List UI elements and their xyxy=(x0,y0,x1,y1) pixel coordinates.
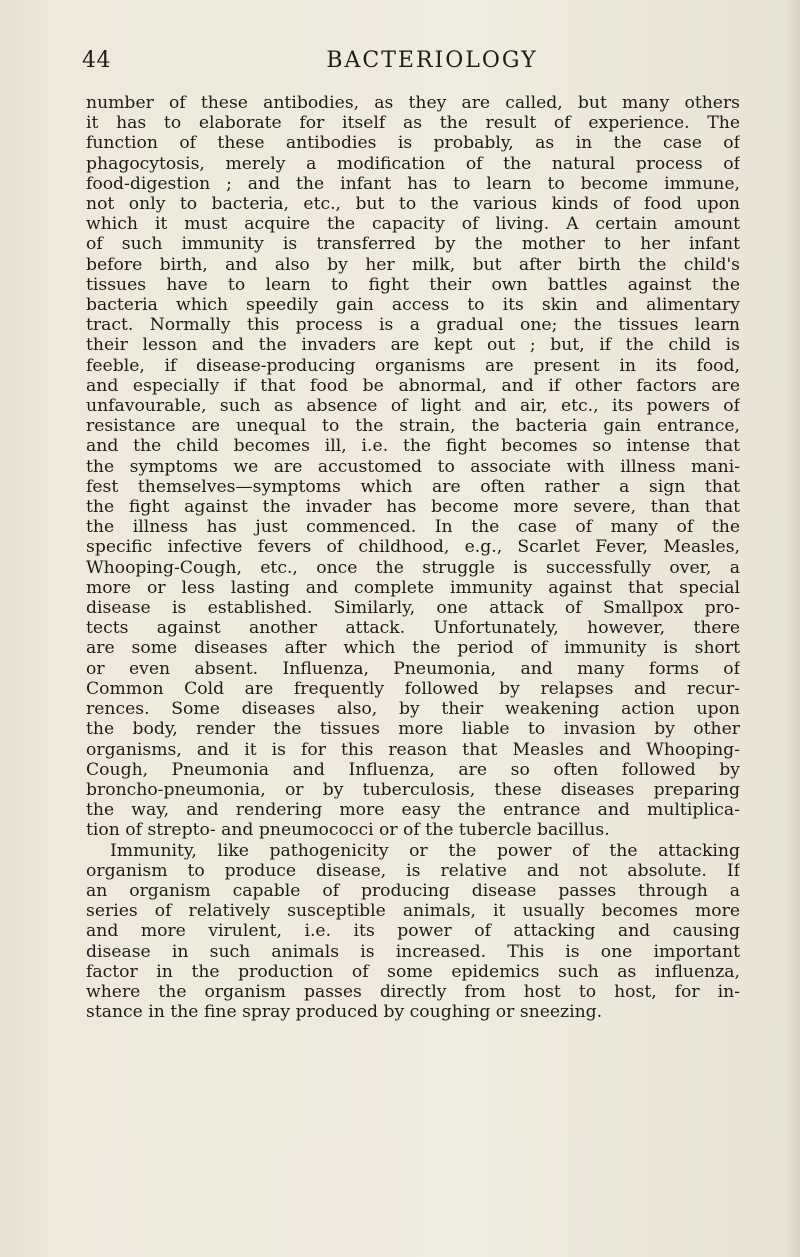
text-line: which it must acquire the capacity of living. A certain amount xyxy=(86,214,740,235)
text-line: broncho-pneumonia, or by tuberculosis, these diseases preparing xyxy=(86,779,740,800)
text-line: of such immunity is transferred by the mother to her infant xyxy=(86,234,740,255)
text-line: it has to elaborate for itself as the result of experience. The xyxy=(86,113,740,134)
page-edge-shadow xyxy=(786,0,800,1257)
text-line: bacteria which speedily gain access to its skin and alimentary xyxy=(86,295,740,316)
text-line: tract. Normally this process is a gradual one; the tissues learn xyxy=(86,315,740,336)
text-line: their lesson and the invaders are kept out ; but, if the child is xyxy=(86,335,740,356)
text-line: factor in the production of some epidemics such as influenza, xyxy=(86,961,740,982)
text-line: phagocytosis, merely a modification of the natural process of xyxy=(86,153,740,174)
text-line: Cough, Pneumonia and Influenza, are so often followed by xyxy=(86,759,740,780)
text-line: Common Cold are frequently followed by relapses and recur- xyxy=(86,678,740,699)
running-title: BACTERIOLOGY xyxy=(326,48,538,73)
text-line: disease in such animals is increased. This is one important xyxy=(86,941,740,962)
text-line: tion of strepto- and pneumococci or of the tubercle bacillus. xyxy=(86,820,610,841)
text-line: not only to bacteria, etc., but to the various kinds of food upon xyxy=(86,194,740,215)
text-line: and the child becomes ill, i.e. the fight becomes so intense that xyxy=(86,436,740,457)
text-line: rences. Some diseases also, by their weakening action upon xyxy=(86,699,740,720)
page-header xyxy=(82,48,742,82)
text-line: and more virulent, i.e. its power of attacking and causing xyxy=(86,921,740,942)
text-line: or even absent. Influenza, Pneumonia, and many forms of xyxy=(86,658,740,679)
text-line: number of these antibodies, as they are called, but many others xyxy=(86,93,740,113)
page-number: 44 xyxy=(82,48,111,73)
text-line: more or less lasting and complete immunity against that special xyxy=(86,577,740,598)
text-line: and especially if that food be abnormal, and if other factors are xyxy=(86,375,740,396)
text-line: disease is established. Similarly, one attack of Smallpox pro- xyxy=(86,598,740,619)
body-text xyxy=(86,93,740,1022)
text-line: where the organism passes directly from host to host, for in- xyxy=(86,981,740,1002)
text-line: feeble, if disease-producing organisms are present in its food, xyxy=(86,355,740,376)
text-line: organisms, and it is for this reason that Measles and Whooping- xyxy=(86,739,740,760)
text-line: fest themselves—symptoms which are often rather a sign that xyxy=(86,476,740,497)
text-line: Whooping-Cough, etc., once the struggle is successfully over, a xyxy=(86,557,740,578)
text-line: the fight against the invader has become more severe, than that xyxy=(86,497,740,518)
text-line: organism to produce disease, is relative and not absolute. If xyxy=(86,860,740,881)
text-line: unfavourable, such as absence of light and air, etc., its powers of xyxy=(86,396,740,417)
text-line: food-digestion ; and the infant has to learn to become immune, xyxy=(86,173,740,194)
text-line: are some diseases after which the period of immunity is short xyxy=(86,638,740,659)
text-line: series of relatively susceptible animals, it usually becomes more xyxy=(86,901,740,922)
text-line: resistance are unequal to the strain, the bacteria gain entrance, xyxy=(86,416,740,437)
text-line: Immunity, like pathogenicity or the power of the attacking xyxy=(110,840,740,861)
text-line: stance in the fine spray produced by coughing or sneezing. xyxy=(86,1002,603,1023)
text-line: before birth, and also by her milk, but after birth the child's xyxy=(86,254,740,275)
text-line: function of these antibodies is probably, as in the case of xyxy=(86,133,740,154)
text-line: tissues have to learn to fight their own battles against the xyxy=(86,274,740,295)
text-line: specific infective fevers of childhood, e.g., Scarlet Fever, Measles, xyxy=(86,537,740,558)
text-line: the way, and rendering more easy the entrance and multiplica- xyxy=(86,800,740,821)
text-line: the symptoms we are accustomed to associate with illness mani- xyxy=(86,456,740,477)
text-line: the illness has just commenced. In the case of many of the xyxy=(86,517,740,538)
text-line: an organism capable of producing disease passes through a xyxy=(86,880,740,901)
text-line: the body, render the tissues more liable to invasion by other xyxy=(86,719,740,740)
text-line: tects against another attack. Unfortunately, however, there xyxy=(86,618,740,639)
